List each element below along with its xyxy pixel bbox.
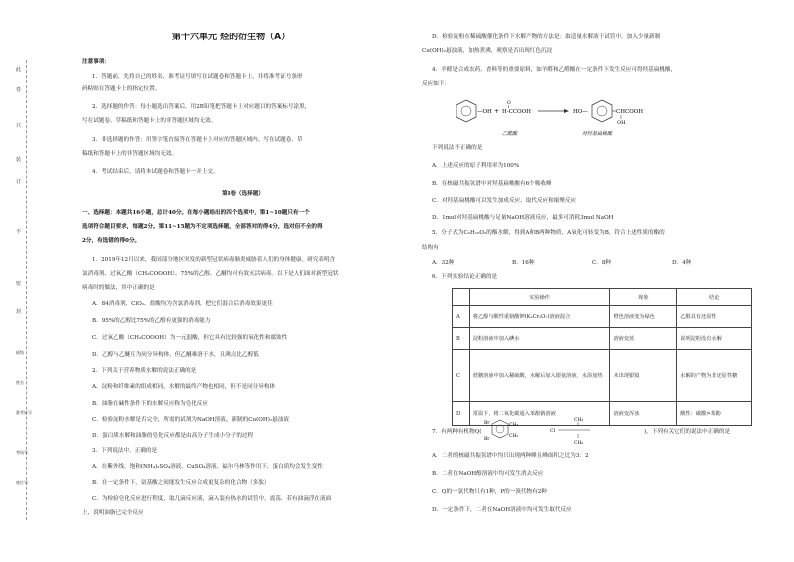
strip-label: 考场号 (16, 450, 28, 455)
question-line: 4．羊醛是合成农药、香料等的重要原料，如羊醛和乙醛酸在一定条件下发生反应可得羟基扁桃酸， (432, 67, 677, 73)
product-chain: CHCOOH (616, 109, 644, 115)
strip-label: 此 (16, 67, 22, 73)
reaction-diagram (456, 94, 686, 140)
strip-label: 姓名 (16, 380, 24, 385)
option-line: C．Q的一氯代物只有1种，P的一溴代物有2种 (432, 489, 547, 495)
q-br-top: Br (484, 421, 490, 426)
q7-structures (484, 416, 644, 450)
table-row (453, 350, 752, 402)
product-ho: HO— (573, 109, 588, 115)
strip-label: 卷 (16, 87, 22, 93)
option-c: C．8种 (592, 260, 612, 266)
option-line: A．在紫外线、饱和(NH₄)₂SO₄溶液、CuSO₄溶液、福尔马林等作用下，蛋白质均会发生变性 (92, 464, 323, 470)
q7-tail: )，下列有关它们的说法中正确的是 (644, 429, 731, 435)
table-header-cell: 现象 (610, 289, 677, 306)
table-header-cell: 结论 (677, 289, 752, 306)
option-line: C．为检验皂化反应进行程度，取几滴反应液，滴入装有热水的试管中，震荡，若有油滴浮在液面 (92, 496, 332, 502)
experiment-table (452, 288, 752, 426)
q-benzene-ring (492, 420, 508, 438)
strip-label: 不 (16, 229, 22, 235)
strip-label: 只 (16, 123, 22, 129)
option-line: B．油脂在碱性条件下的水解反应称为皂化反应 (92, 401, 208, 407)
question-line: 氯消毒剂、过氧乙酸（CH₃COOOH）、75%的乙醇、乙醚均可有效灭活病毒。以下是人们面对新型冠状 (82, 271, 339, 277)
option-line: D．一定条件下，二者在NaOH溶液中均可发生取代反应 (432, 507, 572, 513)
table-cell: 常温下，将二氧化碳通入苯酚钠溶液 (469, 402, 610, 426)
p-ch3-top: CH₃ (574, 418, 584, 423)
option-line: D．乙醇与乙醚互为同分异构体，但乙醚难溶于水，且沸点比乙醇低 (92, 352, 259, 358)
question-line: 3．下列说法中，正确的是 (92, 448, 158, 454)
q-ring-inner (496, 425, 504, 433)
table-cell: 乙醇具有还原性 (677, 306, 752, 328)
option-line: 上，说明油脂已完全反应 (82, 510, 144, 516)
option-line: C．检验淀粉水解是否完全，所需的试剂为NaOH溶液、新制的Cu(OH)₂悬浊液 (92, 417, 289, 423)
option-line: C．对羟基扁桃酸可以发生加成反应、取代反应和缩聚反应 (432, 198, 577, 204)
table-cell: D (453, 402, 470, 426)
mc-intro-line: 2分，有选错的得0分。 (82, 238, 141, 244)
notice-line: 写在试题卷、草稿纸和答题卡上的非答题区域均无效。 (82, 118, 217, 124)
table-cell: 淀粉溶液中加入碘水 (469, 328, 610, 350)
strip-label: 封 (16, 309, 22, 315)
page-title: 第十六单元 烃的衍生物（A） (172, 33, 291, 42)
question-line: 2．下列关于营养物质水解的说法正确的是 (92, 368, 197, 374)
arrow-head (564, 109, 569, 113)
phenol-oh: —OH (477, 109, 492, 115)
notice-line: 码粘贴在答题卡上的指定位置。 (82, 86, 161, 92)
product-ring (592, 100, 612, 122)
q7-lead: 7．有两种有机物Q( (432, 429, 482, 435)
table-cell: 酸性：碳酸>苯酚 (677, 402, 752, 426)
option-line: B．在一定条件下，氨基酸之间能发生反应合成更复杂的化合物（多肽） (92, 480, 270, 486)
plus-sign: + (494, 108, 500, 115)
option-line: A．淀粉和纤维素的组成相同，水解的最终产物也相同，但不是同分异构体 (92, 384, 276, 390)
table-row (453, 328, 752, 350)
q-ch3-bottom: CH₃ (509, 434, 519, 439)
strip-label: 准考证号 (16, 410, 32, 415)
question-line: 1．2019年12月以来，我国部分地区突发的新型冠状病毒肺炎威胁着人们的身体健康。研究表明含 (92, 257, 336, 263)
notice-line: 1．答题前，先将自己的姓名、准考证号填写在试题卷和答题卡上，并将准考证号条形 (92, 74, 303, 80)
table-cell: 蔗糖溶液中加入稀硫酸，水解后加入银氨溶液，水浴加热 (469, 350, 610, 402)
question-line: 反应如下： (422, 81, 450, 87)
strip-label: 订 (16, 179, 22, 185)
notice-line: 3．非选择题的作答：用签字笔直接答在答题卡上对应的答题区域内。写在试题卷、草 (92, 137, 303, 143)
strip-label: 装 (16, 157, 22, 163)
table-cell: C (453, 350, 470, 402)
option-line: A．上述反应的原子利用率为100% (432, 163, 520, 169)
question-line: 6．下列实验结论正确的是 (432, 274, 498, 280)
phenol-ring (456, 100, 476, 122)
notice-line: 2．选择题的作答：每小题选出答案后，用2B铅笔把答题卡上对应题目的答案标号涂黑， (92, 104, 311, 110)
mc-intro-line: 选项符合题目要求，每题2分。第11~15题为不定项选择题，全部答对的得4分，选对但不全的得 (82, 224, 323, 230)
option-line: B．在核磁共振氢谱中对羟基扁桃酸有6个吸收峰 (432, 181, 552, 187)
p-chlorine: Cl (550, 429, 555, 434)
table-cell: A (453, 306, 470, 328)
table-header-row (453, 289, 752, 306)
question-line: 下列说法不正确的是 (432, 145, 483, 151)
option-line: Cu(OH)₂悬浊液，加热煮沸，观察是否出现红色沉淀 (422, 48, 553, 54)
binding-strip (16, 60, 32, 520)
table-header-cell (453, 289, 470, 306)
notice-heading: 注意事项： (82, 59, 110, 65)
table-cell: 溶液变浑浊 (610, 402, 677, 426)
option-line: C．过氧乙酸（CH₃COOOH）为一元弱酸，但它具有比较强的氧化性和腐蚀性 (92, 335, 288, 341)
question-line: 5．分子式为C₅H₁₀O₂的酯水解，得到A和B两种物质，A氧化可转变为B，符合上述性质的酯的 (432, 230, 665, 236)
option-a: A．32种 (432, 260, 455, 266)
option-d: D．4种 (672, 260, 692, 266)
option-line: D．检验淀粉在稀硫酸催化条件下水解产物的方法是：取适量水解液于试管中，加入少量新制 (432, 34, 661, 40)
option-line: A．二者的核磁共振氢谱中均只出现两种峰且峰面积之比为3：2 (432, 453, 589, 459)
notice-line: 稿纸和答题卡上的非答题区域均无效。 (82, 151, 178, 157)
table-cell: 水解的产物为非还原性糖 (677, 350, 752, 402)
table-cell: 将乙醇与酸性重铬酸钾(K₂Cr₂O₇)溶液混合 (469, 306, 610, 328)
mc-intro-line: 一、选择题：本题共16小题，总计40分。在每小题给出的四个选项中，第1~10题只有一个 (82, 210, 310, 216)
glyoxylic-acid: H-CCOOH (502, 109, 531, 115)
table-row (453, 306, 752, 328)
option-line: B．二者在NaOH醇溶液中均可发生消去反应 (432, 471, 544, 477)
table-cell: 未出现银镜 (610, 350, 677, 402)
question-line: 结构有 (422, 245, 439, 251)
option-b: B．16种 (512, 260, 535, 266)
q-br-bottom: Br (484, 437, 490, 442)
section-heading: 第Ⅰ卷（选择题） (222, 191, 264, 197)
option-line: B．95%的乙醇比75%的乙醇有更强的消毒能力 (92, 318, 211, 324)
option-line: D．蛋白质水解和油脂的皂化反应都是由高分子生成小分子的过程 (92, 433, 254, 439)
table-header-cell: 实验操作 (469, 289, 610, 306)
question-line: 病毒时的做法，其中正确的是 (82, 285, 155, 291)
strip-label: 座位号 (16, 480, 28, 485)
table-cell: B (453, 328, 470, 350)
option-line: A．84消毒剂、ClO₂、盐酸均为含氯消毒剂，把它们混合后消毒效果更佳 (92, 301, 273, 307)
product-name: 对羟基扁桃酸 (582, 131, 613, 137)
product-oh: OH (617, 120, 626, 126)
q-ch3-top: CH₃ (509, 423, 519, 428)
strip-label: 班级 (16, 350, 24, 355)
table-cell: 橙色溶液变为绿色 (610, 306, 677, 328)
notice-line: 4．考试结束后，请将本试题卷和答题卡一并上交。 (92, 169, 219, 175)
table-cell: 说明淀粉没有水解 (677, 328, 752, 350)
strip-label: 密 (16, 281, 22, 287)
carbonyl-o: O (507, 101, 511, 106)
p-ch3-bottom: CH₃ (574, 441, 584, 446)
table-cell: 溶液变蓝 (610, 328, 677, 350)
reagent-name: 乙醛酸 (502, 131, 518, 137)
option-line: D．1mol对羟基扁桃酸与足量NaOH溶液反应，最多可消耗3mol NaOH (432, 215, 614, 221)
